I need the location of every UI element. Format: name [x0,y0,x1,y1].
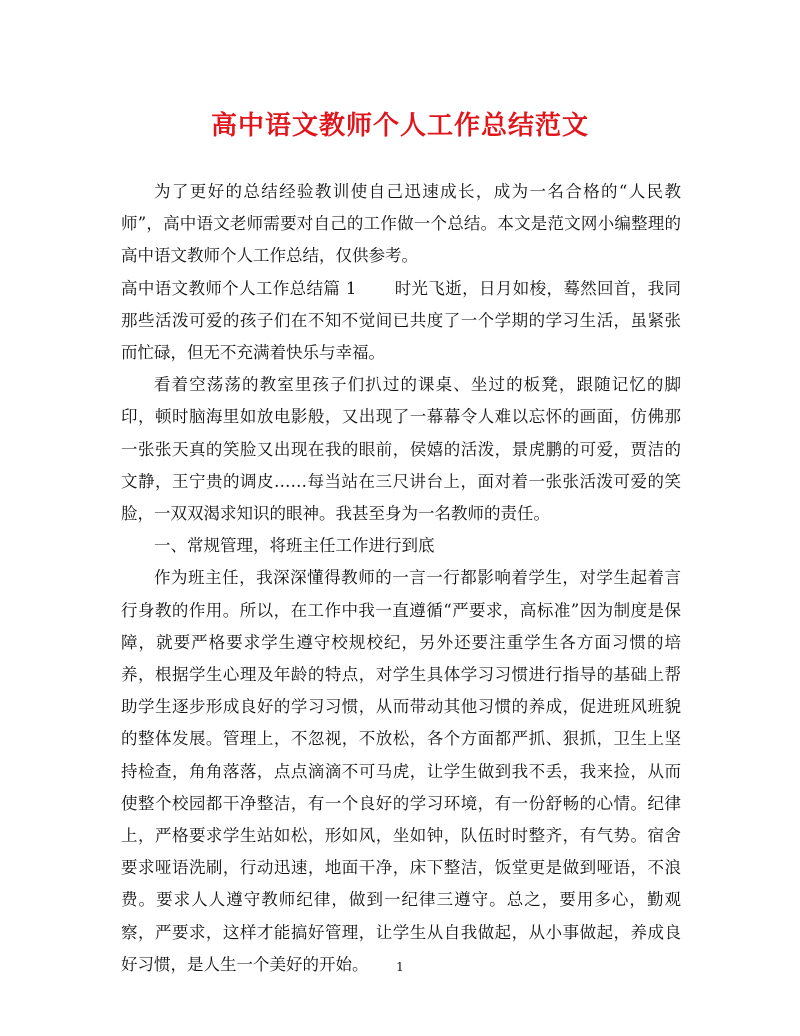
document-body [121,176,681,981]
section-label: 高中语文教师个人工作总结篇 1 [121,278,357,298]
document-title: 高中语文教师个人工作总结范文 [210,111,589,141]
section-one-paragraph [121,273,681,370]
section-text: 时光飞逝，日月如梭，蓦然回首，我同那些活泼可爱的孩子们在不知不觉间已共度了一个学期的学习生活，虽紧张而忙碌，但无不充满着快乐与幸福。 [121,278,681,363]
management-paragraph: 作为班主任，我深深懂得教师的一言一行都影响着学生，对学生起着言行身教的作用。所以，在工作中我一直遵循“严要求，高标准”因为制度是保障，就要严格要求学生遵守校规校纪，另外还要注重学生各方面习惯的培养，根据学生心理及年龄的特点，对学生具体学习习惯进行指导的基础上帮助学生逐步形成良好的学习习惯，从而带动其他习惯的养成，促进班风班貌的整体发展。管理上，不忽视，不放松，各个方面都严抓、狠抓，卫生上坚持检查，角角落落，点点滴滴不可马虎，让学生做到我不丢，我来捡，从而使整个校园都干净整洁，有一个良好的学习环境，有一份舒畅的心情。纪律上，严格要求学生站如松，形如风，坐如钟，队伍时时整齐，有气势。宿舍要求哑语洗刷，行动迅速，地面干净，床下整洁，饭堂更是做到哑语，不浪费。要求人人遵守教师纪律，做到一纪律三遵守。总之，要用多心，勤观察，严要求，这样才能搞好管理，让学生从自我做起，从小事做起，养成良好习惯，是人生一个美好的开始。 [121,568,681,974]
management-heading: 一、常规管理，将班主任工作进行到底 [154,536,435,556]
page-number: 1 [396,960,404,974]
memory-paragraph: 看着空荡荡的教室里孩子们扒过的课桌、坐过的板凳，跟随记忆的脚印，顿时脑海里如放电影般，又出现了一幕幕令人难以忘怀的画面，仿佛那一张张天真的笑脸又出现在我的眼前，侯嬉的活泼，景虎鹏的可爱，贾洁的文静，王宁贵的调皮……每当站在三尺讲台上，面对着一张张活泼可爱的笑脸，一双双渴求知识的眼神。我甚至身为一名教师的责任。 [121,375,681,524]
intro-paragraph: 为了更好的总结经验教训使自己迅速成长，成为一名合格的“人民教师”，高中语文老师需要对自己的工作做一个总结。本文是范文网小编整理的高中语文教师个人工作总结，仅供参考。 [121,182,681,266]
